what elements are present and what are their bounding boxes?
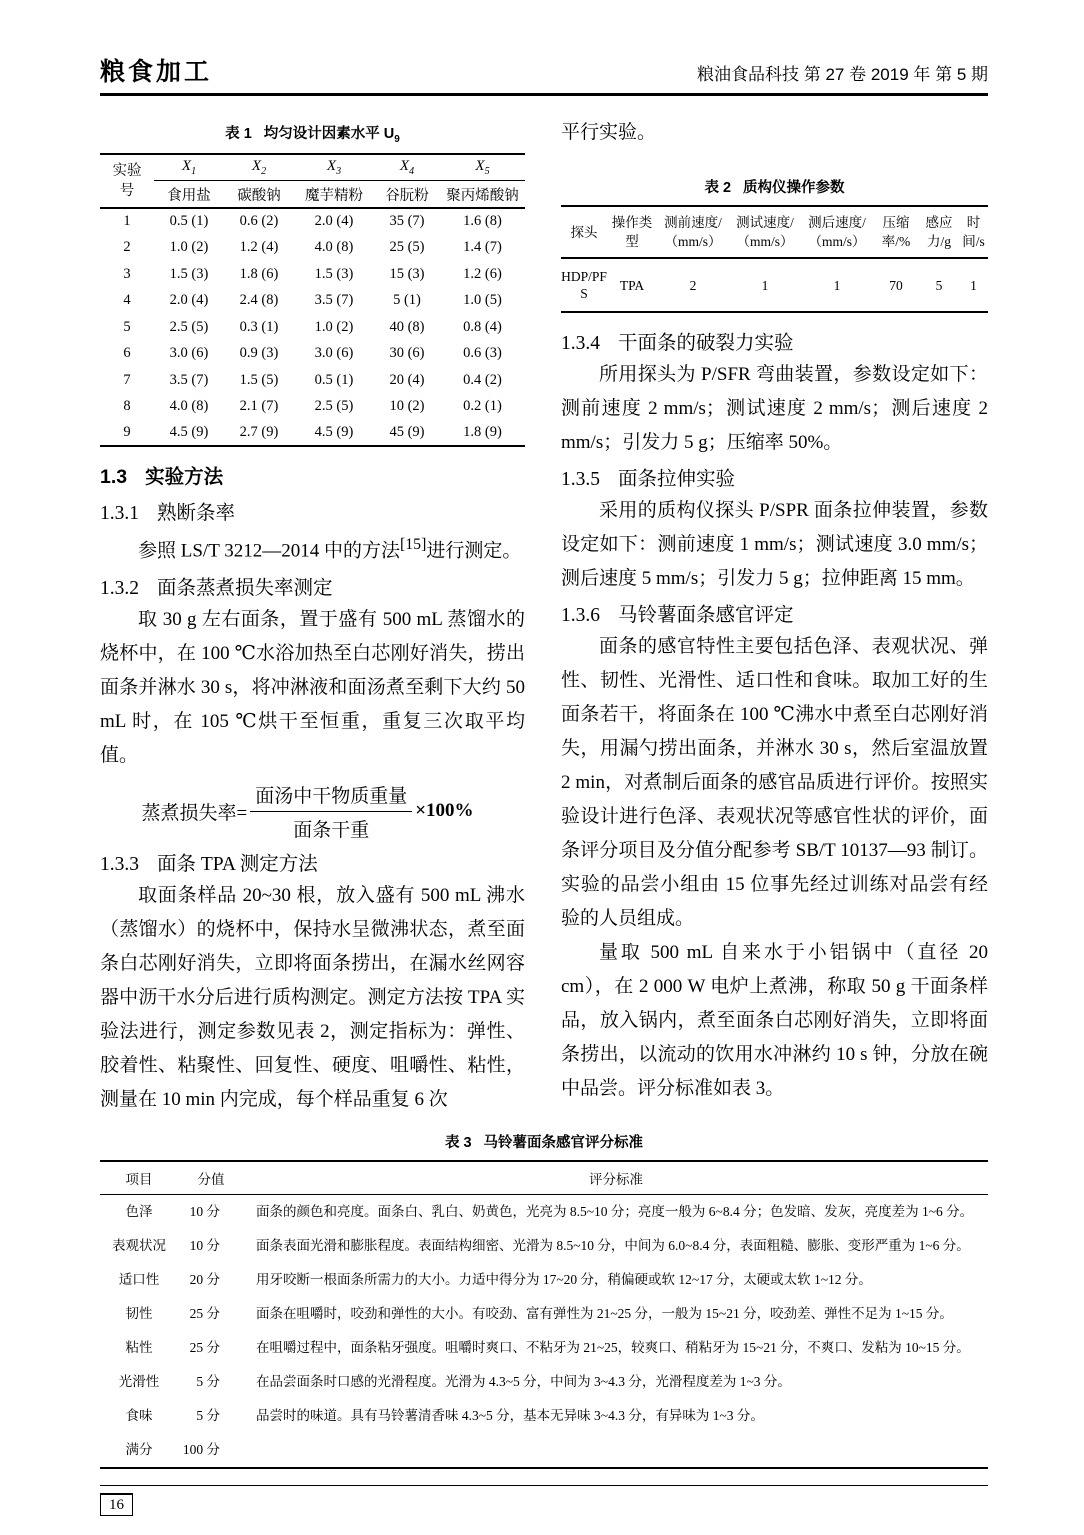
corner-line1: 实验 — [112, 162, 142, 179]
cell: 0.2 (1) — [463, 398, 502, 415]
cell: 2.5 (5) — [314, 398, 354, 415]
cell: 0.6 (2) — [239, 213, 279, 230]
table3-block — [100, 1131, 988, 1469]
cell: 25 分 — [189, 1339, 220, 1355]
cell: 1.2 (6) — [463, 265, 502, 282]
table-row — [100, 1194, 988, 1229]
citation-15: [15] — [399, 536, 427, 554]
cell: 45 (9) — [389, 424, 425, 441]
cell: 20 (4) — [389, 371, 425, 388]
corner-line2: 号 — [119, 182, 135, 199]
table1-caption — [100, 122, 525, 145]
cell: 食味 — [125, 1407, 153, 1423]
formula-lhs: 蒸煮损失率= — [141, 802, 248, 824]
cell: 0.5 (1) — [314, 371, 354, 388]
formula-rhs: ×100% — [415, 800, 474, 822]
table3-caption-label: 表 3 — [444, 1134, 472, 1151]
paragraph-1-3-2: 取 30 g 左右面条，置于盛有 500 mL 蒸馏水的烧杯中，在 100 ℃水浴加热至白芯刚好消失，捞出面条并淋水 30 s，将冲淋液和面汤煮至剩下大约 50 mL 时，在 105 ℃烘干至恒重，重复三次取平均值。 — [100, 608, 525, 766]
factor-symbol: $X_1$ — [154, 154, 224, 181]
cell: 表观状况 — [112, 1237, 166, 1253]
cell: 色泽 — [125, 1203, 153, 1219]
cell: 1.4 (7) — [463, 239, 502, 256]
paragraph-1-3-6b: 量取 500 mL 自来水于小铝锅中（直径 20 cm），在 2 000 W 电炉上煮沸，称取 50 g 干面条样品，放入锅内，煮至面条白芯刚好消失，立即将面条捞出，以流动的饮用水冲淋约 10 s 钟，分放在碗中品尝。评分标准如表 3。 — [561, 942, 988, 1099]
paragraph-1-3-1: 参照 LS/T 3212—2014 中的方法[15]进行测定。 — [138, 536, 522, 562]
cell: 2.0 (4) — [314, 213, 354, 230]
cell: 适口性 — [118, 1271, 160, 1287]
table1-caption-subscript: 9 — [394, 133, 400, 145]
cell: 1.0 (2) — [169, 239, 209, 256]
cell: 30 (6) — [389, 345, 425, 362]
cell: 25 (5) — [389, 239, 425, 256]
table-row — [100, 1229, 988, 1263]
table-row — [100, 1365, 988, 1399]
two-column-body — [100, 116, 988, 1117]
cell: 1 — [833, 277, 841, 293]
cell: 韧性 — [125, 1305, 153, 1321]
cell: 用牙咬断一根面条所需力的大小。力适中得分为 17~20 分，稍偏硬或软 12~17 分，太硬或太软 1~12 分。 — [256, 1271, 872, 1287]
table-row — [561, 258, 988, 312]
column-section-title: 粮食加工 — [100, 58, 213, 86]
cell: 满分 — [125, 1441, 153, 1457]
factor-symbol: $X_3$ — [294, 154, 374, 181]
cell: 6 — [123, 345, 131, 362]
header-cell: 测后速度/（mm/s） — [801, 206, 873, 258]
header-cell: 项目 — [100, 1161, 178, 1195]
cell: 10 分 — [189, 1237, 220, 1253]
cell: 1 — [123, 213, 131, 230]
right-column — [561, 116, 988, 1117]
cell: 4.0 (8) — [314, 239, 354, 256]
cell: 品尝时的味道。具有马铃薯清香味 4.3~5 分，基本无异味 3~4.3 分，有异味为 1~3 分。 — [256, 1407, 764, 1423]
table-row — [100, 340, 525, 367]
table-row — [100, 208, 525, 235]
cell: 0.6 (3) — [463, 345, 502, 362]
header-cell: 操作类型 — [607, 206, 657, 258]
table2-caption — [561, 176, 988, 197]
cell — [244, 1433, 988, 1468]
paragraph-1-3-5: 采用的质构仪探头 P/SPR 面条拉伸装置，参数设定如下：测前速度 1 mm/s；测试速度 3.0 mm/s；测后速度 5 mm/s；引发力 5 g；拉伸距离 15 mm。 — [561, 500, 988, 589]
cell: 4.5 (9) — [169, 424, 209, 441]
table-row — [100, 393, 525, 420]
header-cell: 探头 — [561, 206, 607, 258]
page-number: 16 — [100, 1493, 133, 1516]
cell: 4.0 (8) — [169, 398, 209, 415]
section-heading-1-3: 1.3 实验方法 — [100, 466, 224, 489]
footer-rule — [100, 1485, 988, 1486]
cell: 15 (3) — [389, 265, 425, 282]
cell: 1 — [761, 277, 769, 293]
table3-caption-title: 马铃薯面条感官评分标准 — [483, 1134, 644, 1151]
factor-name: 谷朊粉 — [385, 187, 429, 204]
section-heading-1-3-1: 1.3.1 熟断条率 — [100, 503, 236, 525]
table-row — [561, 206, 988, 258]
table-row — [100, 1331, 988, 1365]
cell: 4.5 (9) — [314, 424, 354, 441]
cell: 0.8 (4) — [463, 318, 502, 335]
factor-name: 食用盐 — [167, 187, 211, 204]
cell: 25 分 — [189, 1305, 220, 1321]
paragraph-1-3-4: 所用探头为 P/SFR 弯曲装置，参数设定如下：测前速度 2 mm/s；测试速度 2 mm/s；测后速度 2 mm/s；引发力 5 g；压缩率 50%。 — [561, 364, 988, 453]
cell: 70 — [889, 277, 903, 293]
texture-analyzer-params-table — [561, 205, 988, 313]
cell: 1.5 (5) — [239, 371, 279, 388]
table2-caption-title: 质构仪操作参数 — [743, 180, 845, 196]
cell: 1.8 (9) — [463, 424, 502, 441]
cell: 1 — [970, 277, 977, 293]
running-head — [100, 52, 988, 96]
cell: 2.0 (4) — [169, 292, 209, 309]
cell: 10 (2) — [389, 398, 425, 415]
cell: 5 (1) — [393, 292, 421, 309]
cell: 9 — [123, 424, 131, 441]
cell: 10 分 — [189, 1203, 220, 1219]
cell: 20 分 — [189, 1271, 220, 1287]
cell: 2.4 (8) — [239, 292, 279, 309]
paragraph-1-3-3-continued: 平行实验。 — [561, 122, 657, 143]
cell: 100 分 — [182, 1441, 220, 1457]
table-row — [100, 1161, 988, 1195]
section-heading-1-3-6: 1.3.6 马铃薯面条感官评定 — [561, 605, 794, 626]
cell: 面条在咀嚼时，咬劲和弹性的大小。有咬劲、富有弹性为 21~25 分，一般为 15~21 分，咬劲差、弹性不足为 1~15 分。 — [256, 1305, 953, 1321]
cell: 7 — [123, 371, 131, 388]
cell: 5 分 — [196, 1407, 220, 1423]
table-row — [100, 420, 525, 447]
formula-numerator: 面汤中干物质重量 — [250, 781, 412, 812]
cell: HDP/PFS — [561, 269, 607, 301]
factor-name: 碳酸钠 — [237, 187, 281, 204]
header-cell: 时间/s — [959, 206, 988, 258]
cell: 1.5 (3) — [314, 265, 354, 282]
cell: 1.0 (2) — [314, 318, 354, 335]
cell: 0.5 (1) — [169, 213, 209, 230]
cell: 4 — [123, 292, 131, 309]
cell: 2 — [123, 239, 131, 256]
uniform-design-table — [100, 153, 525, 448]
factor-symbol: $X_5$ — [440, 154, 525, 181]
header-cell: 压缩率/% — [873, 206, 919, 258]
cell: 5 — [123, 318, 131, 335]
cell: 35 (7) — [389, 213, 425, 230]
table1-caption-label: 表 1 — [225, 126, 252, 142]
cell: 1.8 (6) — [239, 265, 279, 282]
header-cell: 评分标准 — [244, 1161, 988, 1195]
journal-volume-info: 粮油食品科技 第 27 卷 2019 年 第 5 期 — [697, 65, 988, 84]
cooking-loss-formula — [100, 781, 515, 842]
formula-fraction — [250, 781, 412, 842]
cell: 粘性 — [125, 1339, 153, 1355]
section-heading-1-3-3: 1.3.3 面条 TPA 测定方法 — [100, 853, 318, 875]
cell: 5 — [935, 277, 943, 293]
cell: 40 (8) — [389, 318, 425, 335]
formula-denominator: 面条干重 — [293, 819, 370, 841]
table-row — [100, 314, 525, 341]
table3-caption — [100, 1131, 988, 1152]
table-row — [100, 154, 525, 181]
factor-symbol: $X_2$ — [224, 154, 294, 181]
table2-caption-label: 表 2 — [704, 180, 732, 196]
table-row — [100, 367, 525, 394]
header-cell: 分值 — [178, 1161, 244, 1195]
table-row — [100, 1263, 988, 1297]
cell: 在品尝面条时口感的光滑程度。光滑为 4.3~5 分，中间为 3~4.3 分，光滑程度差为 1~3 分。 — [256, 1373, 791, 1389]
table-row — [100, 181, 525, 208]
cell: 0.3 (1) — [239, 318, 279, 335]
table-row — [100, 1297, 988, 1331]
cell: 1.0 (5) — [463, 292, 502, 309]
cell: 3.0 (6) — [314, 345, 354, 362]
cell: 8 — [123, 398, 131, 415]
cell: TPA — [619, 277, 645, 293]
table-row — [100, 1433, 988, 1468]
cell: 5 分 — [196, 1373, 220, 1389]
cell: 0.9 (3) — [239, 345, 279, 362]
cell: 2.7 (9) — [239, 424, 279, 441]
table-row — [100, 234, 525, 261]
cell: 2.1 (7) — [239, 398, 279, 415]
table1-caption-title: 均匀设计因素水平 U — [263, 126, 395, 142]
section-heading-1-3-2: 1.3.2 面条蒸煮损失率测定 — [100, 577, 333, 599]
table-row — [100, 261, 525, 288]
cell: 2.5 (5) — [169, 318, 209, 335]
section-heading-1-3-5: 1.3.5 面条拉伸实验 — [561, 469, 736, 490]
left-column — [100, 116, 525, 1117]
factor-name: 魔芋精粉 — [305, 187, 363, 204]
section-heading-1-3-4: 1.3.4 干面条的破裂力实验 — [561, 333, 794, 354]
cell: 1.6 (8) — [463, 213, 502, 230]
cell: 在咀嚼过程中，面条粘牙强度。咀嚼时爽口、不粘牙为 21~25，较爽口、稍粘牙为 15~21 分，不爽口、发粘为 10~15 分。 — [256, 1339, 970, 1355]
cell: 3.0 (6) — [169, 345, 209, 362]
paragraph-1-3-3: 取面条样品 20~30 根，放入盛有 500 mL 沸水（蒸馏水）的烧杯中，保持水呈微沸状态，煮至面条白芯刚好消失，立即将面条捞出，在漏水丝网容器中沥干水分后进行质构测定。测定方法按 TPA 实验法进行，测定参数见表 2，测定指标为：弹性、胶着性、粘聚性、回复性、硬度、咀嚼性、粘性，测量在 10 min 内完成，每个样品重复 6 次 — [100, 884, 525, 1110]
paragraph-1-3-6a: 面条的感官特性主要包括色泽、表观状况、弹性、韧性、光滑性、适口性和食味。取加工好的生面条若干，将面条在 100 ℃沸水中煮至白芯刚好消失，用漏勺捞出面条，并淋水 30 s，然后室温放置 2 min，对煮制后面条的感官品质进行评价。按照实验设计进行色泽、表观状况等感官性状的评价，面条评分项目及分值分配参考 SB/T 10137—93 制订。实验的品尝小组由 15 位事先经过训练对品尝有经验的人员组成。 — [561, 636, 988, 929]
cell: 面条表面光滑和膨胀程度。表面结构细密、光滑为 8.5~10 分，中间为 6.0~8.4 分，表面粗糙、膨胀、变形严重为 1~6 分。 — [256, 1237, 970, 1253]
table-row — [100, 1399, 988, 1433]
cell: 3.5 (7) — [314, 292, 354, 309]
sensory-score-table — [100, 1160, 988, 1469]
cell: 1.5 (3) — [169, 265, 209, 282]
cell: 1.2 (4) — [239, 239, 279, 256]
cell: 0.4 (2) — [463, 371, 502, 388]
header-cell: 测试速度/（mm/s） — [729, 206, 801, 258]
cell: 2 — [689, 277, 697, 293]
table-row — [100, 287, 525, 314]
cell: 3 — [123, 265, 131, 282]
header-cell: 测前速度/（mm/s） — [657, 206, 729, 258]
cell: 光滑性 — [118, 1373, 160, 1389]
cell: 3.5 (7) — [169, 371, 209, 388]
factor-symbol: $X_4$ — [374, 154, 440, 181]
cell-run-number-header — [100, 154, 154, 208]
cell: 面条的颜色和亮度。面条白、乳白、奶黄色，光亮为 8.5~10 分；亮度一般为 6~8.4 分；色发暗、发灰，亮度差为 1~6 分。 — [256, 1203, 974, 1219]
factor-name: 聚丙烯酸钠 — [446, 187, 519, 204]
header-cell: 感应力/g — [919, 206, 959, 258]
